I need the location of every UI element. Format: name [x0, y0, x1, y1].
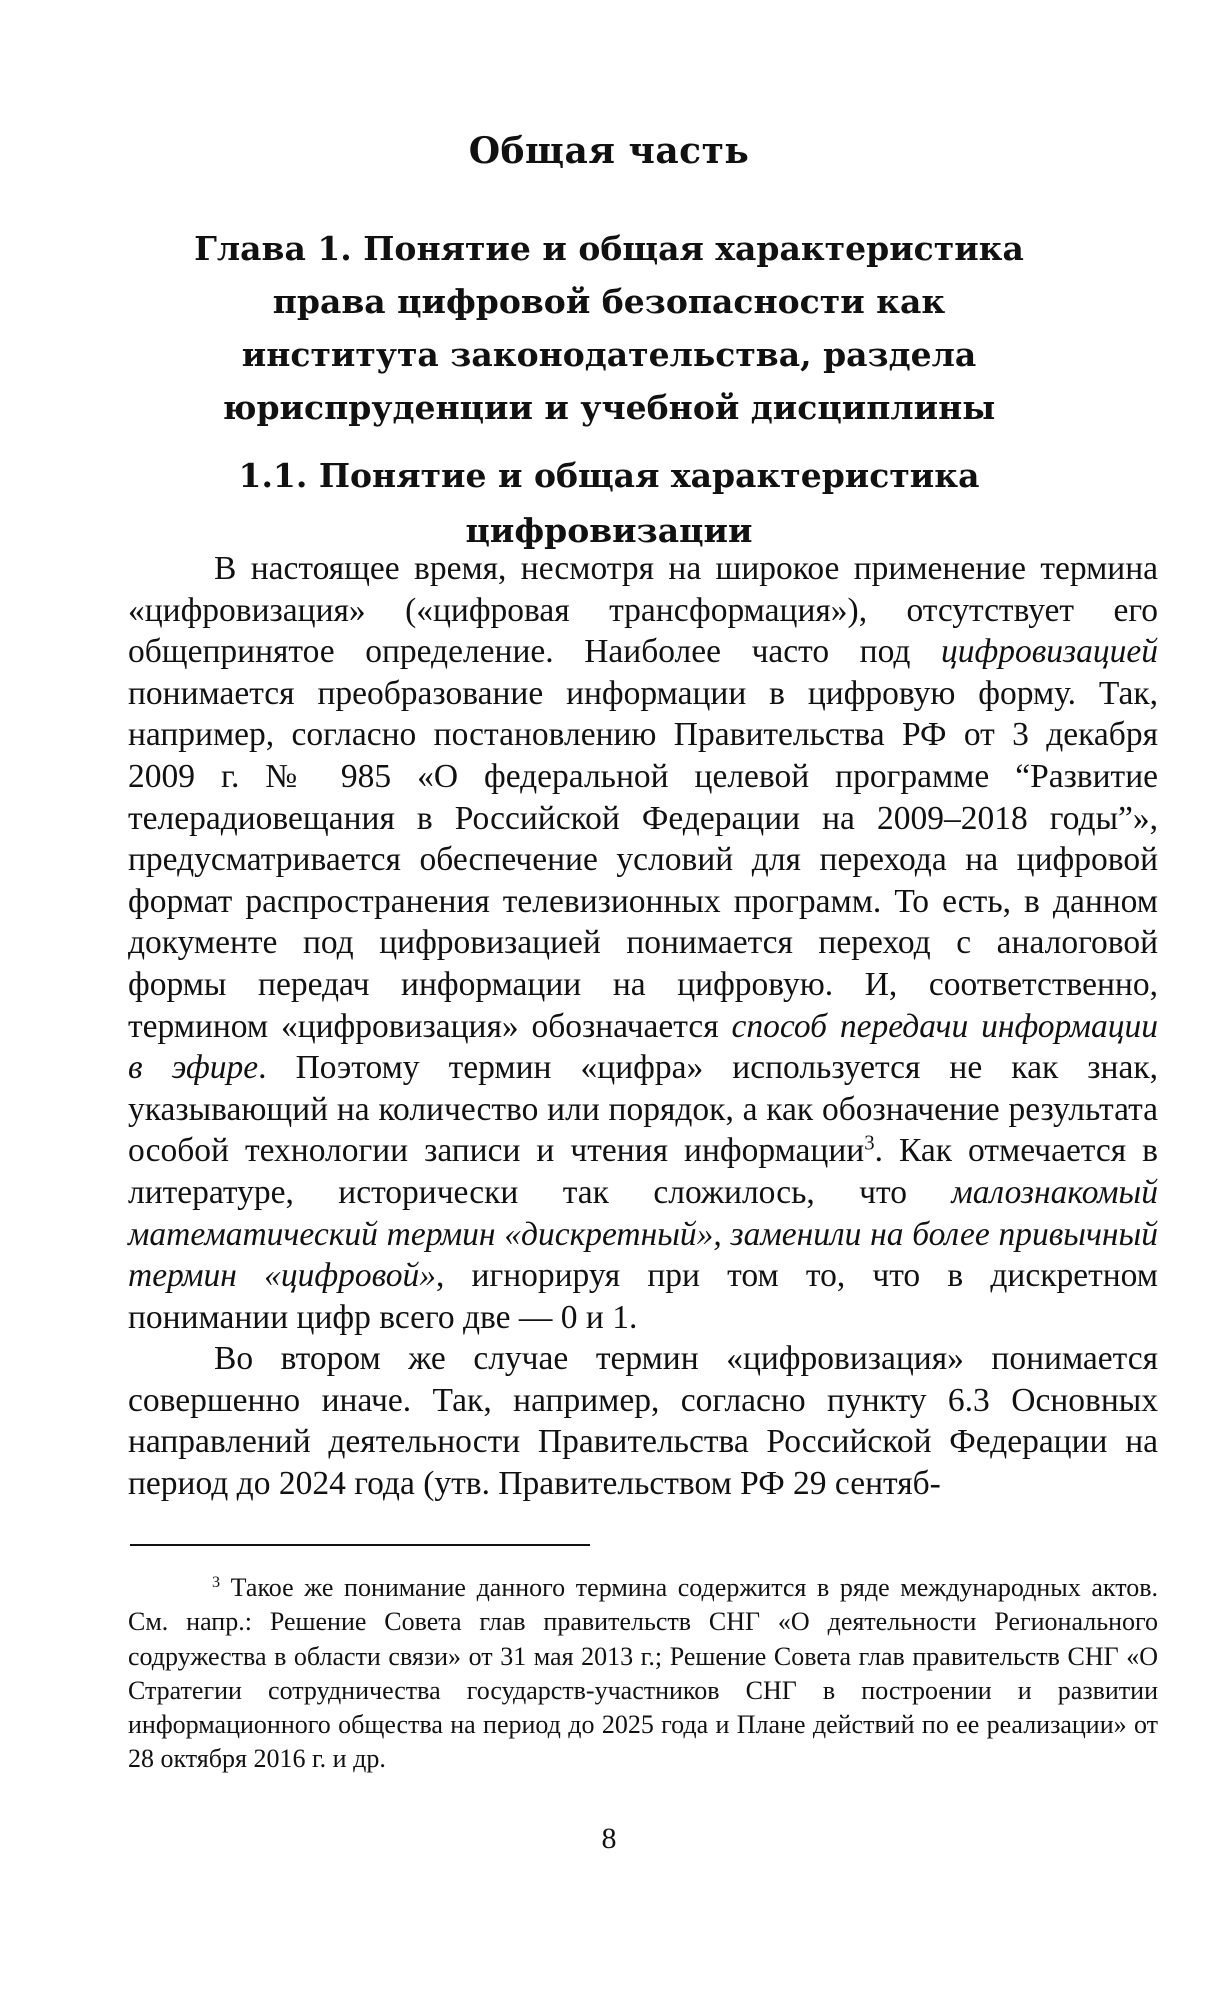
paragraph-1 [128, 548, 1158, 1338]
footnote-text: Такое же понимание данного термина содержится в ряде международных актов. См. напр.: Решение Совета глав правительств СНГ «О деятельности Регионального содружества в области связи» от 31 мая 2013 г.; Решение Совета глав правительств СНГ «О Стратегии сотрудничества государств-участников СНГ в построении и развитии информационного общества на период до 2025 года и Плане действий по ее реализации» от 28 октября 2016 г. и др. [128, 1573, 1158, 1774]
footnote-divider [130, 1544, 590, 1546]
paragraph-1-italic-2: способ передачи информации в эфире [128, 1007, 1158, 1087]
paragraph-1-text-e: , игнорируя при том то, что в дискретном понимании цифр всего две — 0 и 1. [128, 1257, 1158, 1336]
footnote [128, 1571, 1158, 1777]
footnote-mark: 3 [212, 1574, 221, 1592]
paragraph-1-text-d: . Как отмечается в литературе, исторически так сложилось, что [128, 1132, 1158, 1211]
page-number: 8 [601, 1822, 617, 1855]
paragraph-1-italic-3: малознакомый математический термин «дискретный», заменили на более привычный термин «цифровой» [128, 1173, 1158, 1295]
paragraph-1-italic-1: цифровизацией [940, 633, 1158, 671]
section-title: 1.1. Понятие и общая характеристика цифровизации [238, 456, 980, 550]
part-title: Общая часть [468, 130, 750, 172]
chapter-title: Глава 1. Понятие и общая характериcтика права цифровой безопасности как института законодательства, раздела юриспруденции и учебной дисциплины [194, 229, 1024, 427]
paragraph-2: Во втором же случае термин «цифровизация» понимается совершенно иначе. Так, например, согласно пункту 6.3 Основных направлений деятельности Правительства Российской Федерации на период до 2024 года (утв. Правительством РФ 29 сентяб- [128, 1340, 1158, 1503]
body-text [128, 548, 1158, 1505]
footnote-reference: 3 [864, 1131, 875, 1155]
paragraph-1-text-b: понимается преобразование информации в цифровую форму. Так, например, согласно постановлению Правительства РФ от 3 декабря 2009 г. № 985 «О федеральной целевой программе “Развитие телерадиовещания в Российской Федерации на 2009–2018 годы”», предусматривается обеспечение условий для перехода на цифровой формат распространения телевизионных программ. То есть, в данном документе под цифровизацией понимается переход с аналоговой формы передач информации на цифровую. И, соответственно, термином «цифровизация» обозначается [128, 674, 1158, 1045]
paragraph-1-text-c: . Поэтому термин «цифра» используется не как знак, указывающий на количество или порядок, а как обозначение результата особой технологии записи и чтения информации [128, 1049, 1158, 1170]
paragraph-1-text-a: В настоящее время, несмотря на широкое применение термина «цифровизация» («цифровая трансформация»), отсутствует его общепринятое определение. Наиболее часто под [128, 550, 1158, 671]
